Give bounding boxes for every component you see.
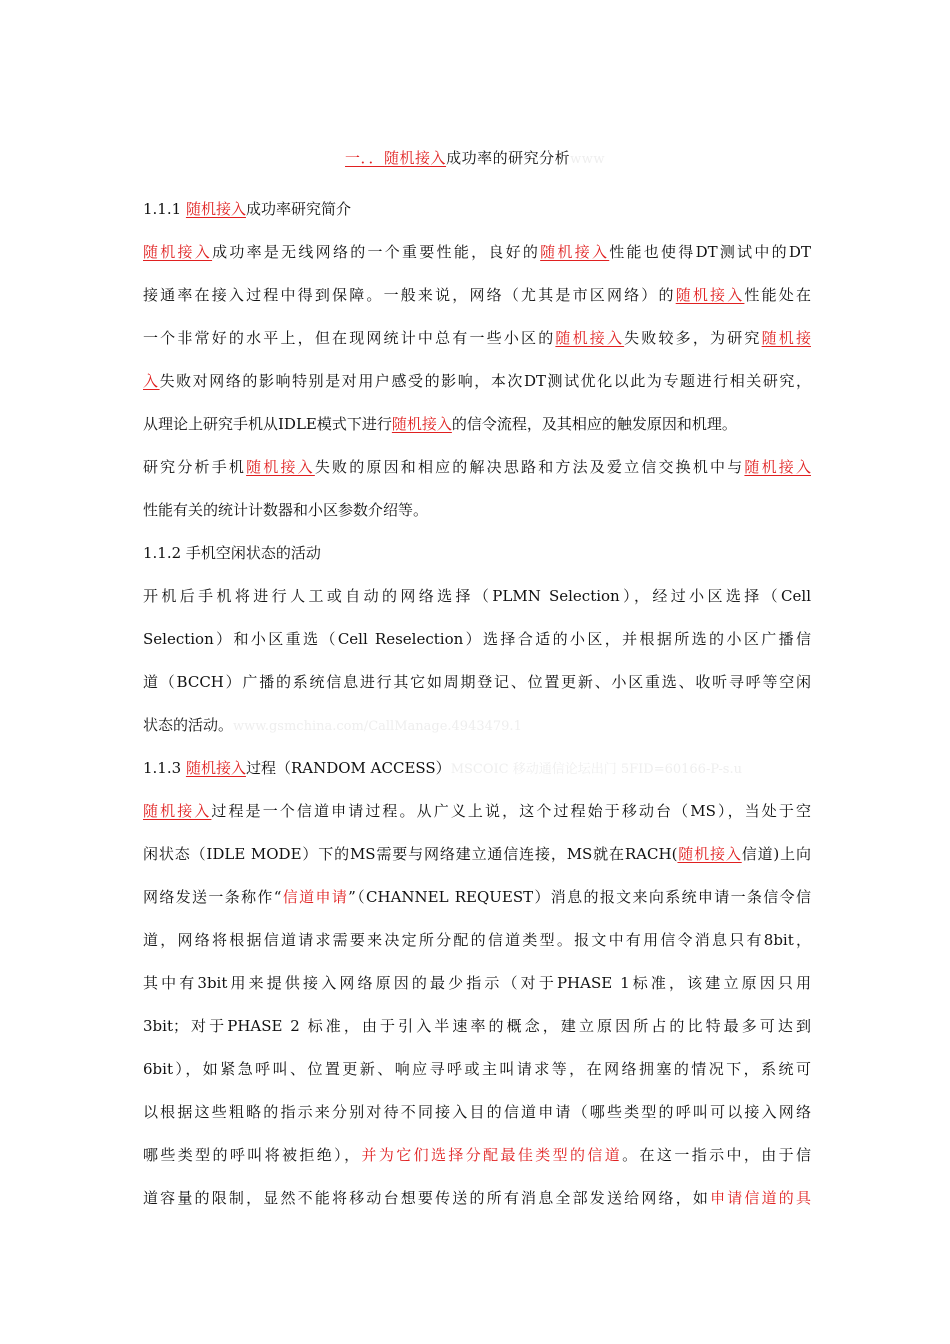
term-link[interactable]: 随机接入 (246, 458, 315, 476)
title-text: 成功率的研究分析 (446, 149, 571, 167)
highlighted-text: 并为它们选择分配最佳类型的信道 (361, 1146, 623, 1164)
term-link[interactable]: 随机接入 (555, 329, 625, 347)
paragraph-line: 以根据这些粗略的指示来分别对待不同接入目的信道申请（哪些类型的呼叫可以接入网络 (143, 1103, 811, 1121)
title-watermark: www (570, 152, 605, 167)
paragraph-line: 状态的活动。www.gsmchina.com/CallManage.4943479.1 (143, 716, 522, 734)
term-link[interactable]: 随机接入 (185, 759, 246, 777)
term-link-split[interactable]: 入 (143, 372, 160, 390)
title-prefix-link[interactable]: 一．． (345, 149, 385, 167)
paragraph-line: 性能有关的统计计数器和小区参数介绍等。 (143, 501, 429, 519)
paragraph-line: 接通率在接入过程中得到保障。一般来说，网络（尤其是市区网络）的随机接入性能处在 (143, 286, 811, 304)
paragraph-line: 哪些类型的呼叫将被拒绝），并为它们选择分配最佳类型的信道。在这一指示中，由于信 (143, 1146, 811, 1164)
paragraph-line: 从理论上研究手机从IDLE模式下进行随机接入的信令流程，及其相应的触发原因和机理。 (143, 415, 737, 433)
term-link-split[interactable]: 随机接 (761, 329, 811, 347)
title-term-link[interactable]: 随机接入 (384, 149, 447, 167)
paragraph-line: 道容量的限制，显然不能将移动台想要传送的所有消息全部发送给网络，如申请信道的具 (143, 1189, 811, 1207)
paragraph-line: 其中有3bit用来提供接入网络原因的最少指示（对于PHASE 1标准，该建立原因只用 (143, 974, 811, 992)
paragraph-line: Selection）和小区重选（Cell Reselection）选择合适的小区，并根据所选的小区广播信 (143, 630, 811, 648)
paragraph-line: 3bit；对于PHASE 2 标准，由于引入半速率的概念，建立原因所占的比特最多可达到 (143, 1017, 811, 1035)
paragraph-line: 入失败对网络的影响特别是对用户感受的影响，本次DT测试优化以此为专题进行相关研究， (143, 372, 811, 390)
section-heading-1-1-2: 1.1.2 手机空闲状态的活动 (143, 544, 321, 562)
highlighted-text: 申请信道的具 (710, 1189, 811, 1207)
paragraph-line: 闲状态（IDLE MODE）下的MS需要与网络建立通信连接，MS就在RACH(随机接入信道)上向 (143, 845, 811, 863)
paragraph-line: 随机接入过程是一个信道申请过程。从广义上说，这个过程始于移动台（MS），当处于空 (143, 802, 811, 820)
term-link[interactable]: 随机接入 (744, 458, 811, 476)
term-link[interactable]: 随机接入 (540, 243, 610, 261)
paragraph-line: 6bit），如紧急呼叫、位置更新、响应寻呼或主叫请求等，在网络拥塞的情况下，系统可 (143, 1060, 811, 1078)
term-link[interactable]: 随机接入 (391, 415, 452, 433)
term-link[interactable]: 随机接入 (675, 286, 745, 304)
term-link[interactable]: 随机接入 (143, 243, 213, 261)
watermark-text: www.gsmchina.com/CallManage.4943479.1 (233, 719, 522, 734)
paragraph-line: 研究分析手机随机接入失败的原因和相应的解决思路和方法及爱立信交换机中与随机接入 (143, 458, 811, 476)
highlighted-text: 信道申请 (281, 888, 349, 906)
paragraph-line: 道，网络将根据信道请求需要来决定所分配的信道类型。报文中有用信令消息只有8bit， (143, 931, 811, 949)
document-body (143, 188, 811, 1220)
paragraph-line: 随机接入成功率是无线网络的一个重要性能，良好的随机接入性能也使得DT测试中的DT (143, 243, 811, 261)
section-heading-1-1-3: 1.1.3 随机接入过程（RANDOM ACCESS）MSCOIC 移动通信论坛出门 5FID=60166-P-s.u (143, 759, 742, 777)
paragraph-line: 开机后手机将进行人工或自动的网络选择（PLMN Selection），经过小区选择（Cell (143, 587, 811, 605)
paragraph-line: 道（BCCH）广播的系统信息进行其它如周期登记、位置更新、小区重选、收听寻呼等空闲 (143, 673, 811, 691)
document-title (0, 146, 950, 172)
paragraph-line: 网络发送一条称作“信道申请”（CHANNEL REQUEST）消息的报文来向系统申请一条信令信 (143, 888, 811, 906)
paragraph-line: 一个非常好的水平上，但在现网统计中总有一些小区的随机接入失败较多，为研究随机接 (143, 329, 811, 347)
term-link[interactable]: 随机接入 (677, 845, 742, 863)
section-heading-1-1-1: 1.1.1 随机接入成功率研究简介 (143, 200, 351, 218)
term-link[interactable]: 随机接入 (185, 200, 246, 218)
watermark-text: MSCOIC 移动通信论坛出门 5FID=60166-P-s.u (450, 762, 742, 777)
term-link[interactable]: 随机接入 (143, 802, 212, 820)
